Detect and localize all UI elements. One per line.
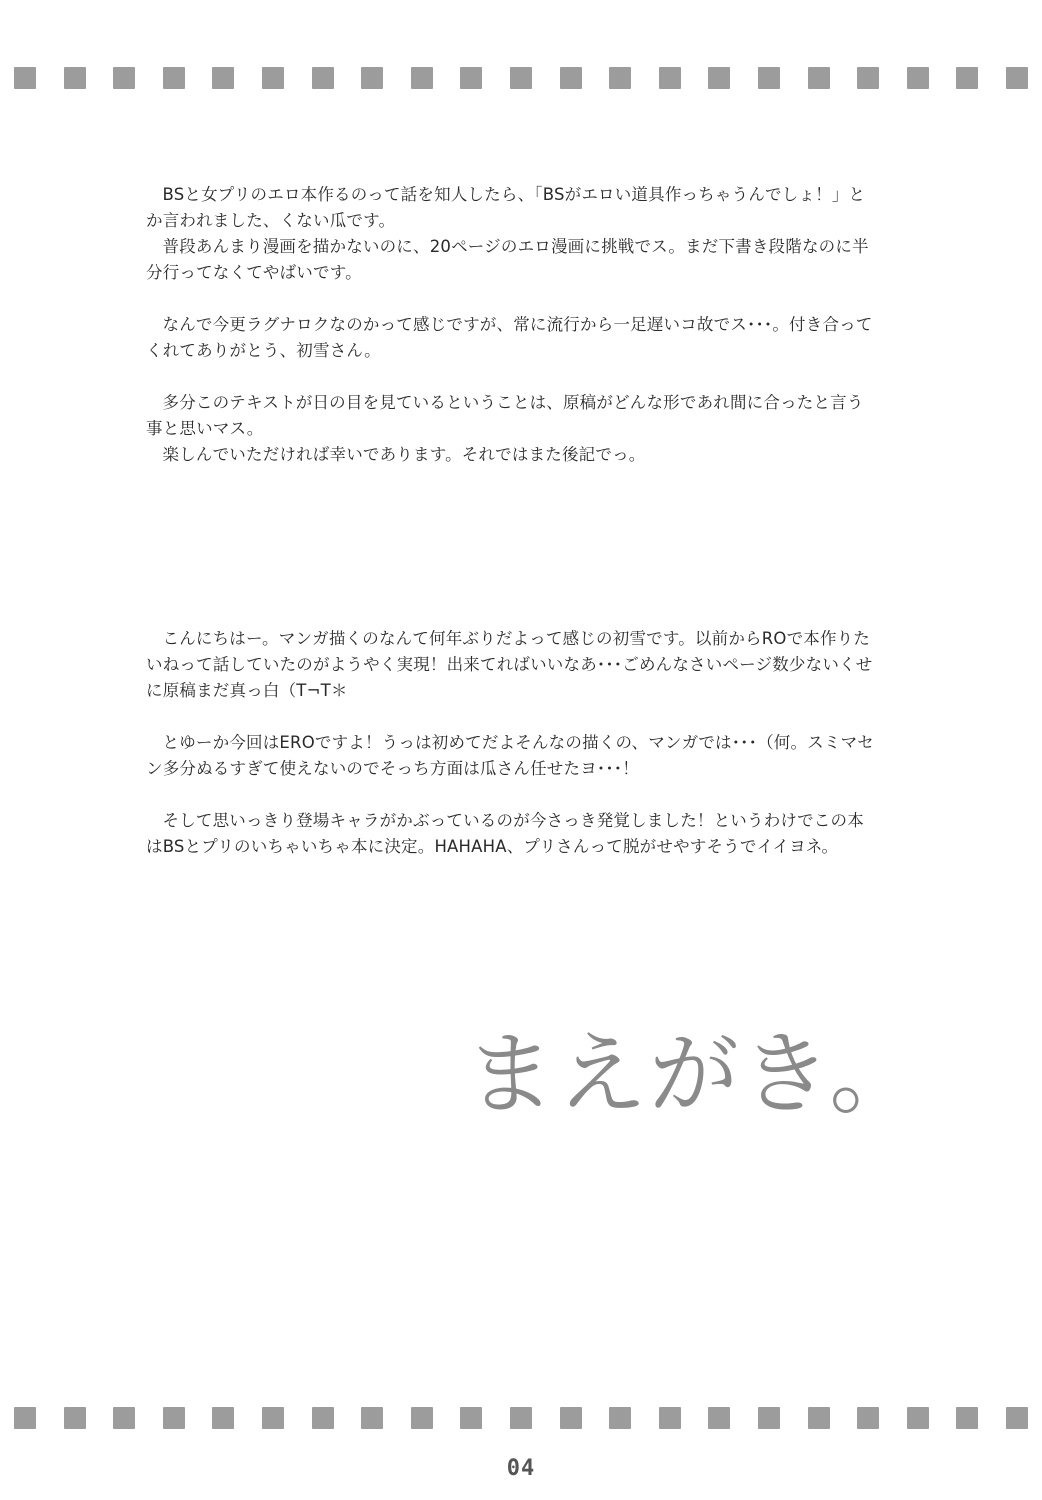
decorative-square	[857, 67, 879, 89]
decorative-square	[758, 67, 780, 89]
decorative-square	[411, 67, 433, 89]
decorative-square	[163, 67, 185, 89]
decorative-square	[609, 1407, 631, 1429]
decorative-square	[510, 1407, 532, 1429]
decorative-square	[212, 67, 234, 89]
page-number: 04	[506, 1456, 536, 1481]
decorative-square	[1006, 1407, 1028, 1429]
paragraph: なんで今更ラグナロクなのかって感じですが、常に流行から一足遅いコ故でス･･･。付き合ってくれてありがとう、初雪さん。	[146, 315, 873, 360]
paragraph: 普段あんまり漫画を描かないのに、20ページのエロ漫画に挑戦でス。まだ下書き段階なのに半分行ってなくてやばいです。	[146, 237, 869, 282]
decorative-square	[460, 1407, 482, 1429]
page-title: まえがき。	[465, 1022, 922, 1127]
decorative-square	[411, 1407, 433, 1429]
paragraph: 楽しんでいただければ幸いであります。それではまた後記でっ。	[162, 445, 646, 464]
decorative-square	[609, 67, 631, 89]
decorative-square	[560, 1407, 582, 1429]
paragraph: 多分このテキストが日の目を見ているということは、原稿がどんな形であれ間に合ったと言う事と思いマス。	[146, 393, 864, 438]
decorative-square	[758, 1407, 780, 1429]
decorative-square	[907, 1407, 929, 1429]
decorative-square	[659, 1407, 681, 1429]
paragraph: そして思いっきり登場キャラがかぶっているのが今さっき発覚しました！というわけでこの本はBSとプリのいちゃいちゃ本に決定。HAHAHA、プリさんって脱がせやすそうでイイヨネ。	[146, 811, 864, 856]
decorative-square	[361, 1407, 383, 1429]
paragraph: こんにちはー。マンガ描くのなんて何年ぶりだよって感じの初雪です。以前からROで本作りたいねって話していたのがようやく実現！出来てればいいなあ･･･ごめんなさいページ数少ないくせに原稿まだ真っ白（T¬T＊	[146, 629, 873, 700]
author-note-hatsuyuki	[146, 626, 876, 860]
paragraph: とゆーか今回はEROですよ！うっは初めてだよそんなの描くの、マンガでは･･･（何。スミマセン多分ぬるすぎて使えないのでそっち方面は瓜さん任せたヨ･･･！	[146, 733, 874, 778]
decorative-square	[212, 1407, 234, 1429]
decorative-square	[14, 1407, 36, 1429]
decorative-square	[460, 67, 482, 89]
decorative-square	[510, 67, 532, 89]
decorative-square	[956, 67, 978, 89]
decorative-square	[1006, 67, 1028, 89]
bottom-square-border	[14, 1406, 1028, 1430]
decorative-square	[14, 67, 36, 89]
decorative-square	[312, 1407, 334, 1429]
decorative-square	[312, 67, 334, 89]
decorative-square	[808, 1407, 830, 1429]
decorative-square	[808, 67, 830, 89]
decorative-square	[113, 67, 135, 89]
decorative-square	[64, 67, 86, 89]
decorative-square	[113, 1407, 135, 1429]
top-square-border	[14, 66, 1028, 90]
paragraph: BSと女プリのエロ本作るのって話を知人したら、「BSがエロい道具作っちゃうんでしょ！」とか言われました、くない瓜です。	[146, 185, 866, 230]
decorative-square	[708, 1407, 730, 1429]
decorative-square	[163, 1407, 185, 1429]
decorative-square	[956, 1407, 978, 1429]
decorative-square	[560, 67, 582, 89]
decorative-square	[857, 1407, 879, 1429]
decorative-square	[907, 67, 929, 89]
decorative-square	[64, 1407, 86, 1429]
decorative-square	[708, 67, 730, 89]
decorative-square	[262, 1407, 284, 1429]
author-note-kunai-uri	[146, 182, 876, 468]
decorative-square	[262, 67, 284, 89]
decorative-square	[659, 67, 681, 89]
decorative-square	[361, 67, 383, 89]
